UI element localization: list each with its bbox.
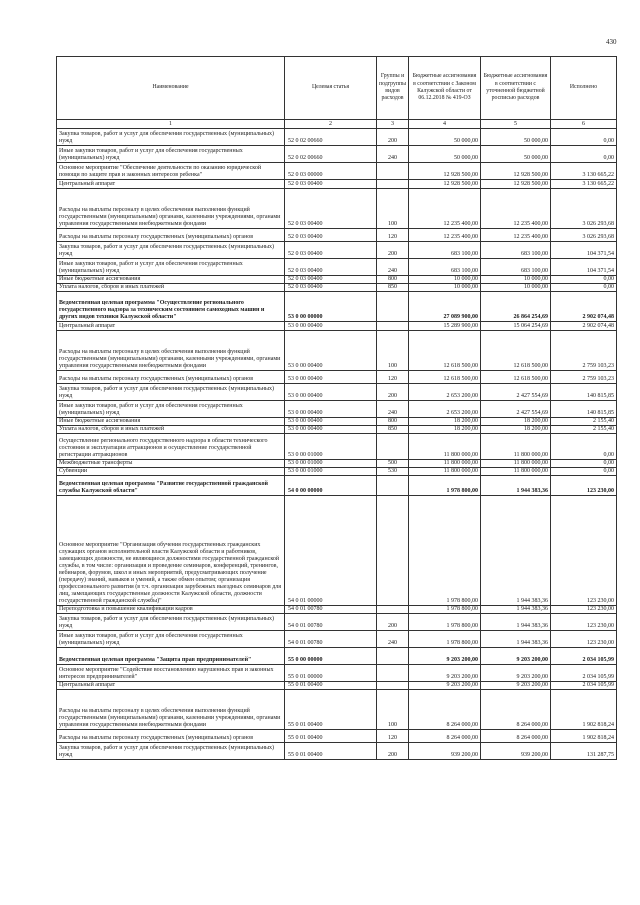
refined-allocation-cell: 8 264 000,00 [481,730,551,743]
row-name-cell: Основное мероприятие "Содействие восстановлению нарушенных прав и законных интересов предпринимателей" [57,665,285,682]
row-name-cell: Закупка товаров, работ и услуг для обеспечения государственных (муниципальных) нужд [57,614,285,631]
refined-allocation-cell: 15 064 254,69 [481,322,551,331]
expense-group-cell: 100 [377,331,409,371]
row-name-cell: Расходы на выплаты персоналу в целях обеспечения выполнения функций государственными (муниципальными) органами, казенными учреждениями, органами управления государственными внебюджетными фондами [57,331,285,371]
executed-cell: 0,00 [551,146,617,163]
table-row [57,468,617,476]
table-row [57,631,617,648]
executed-cell: 3 130 665,22 [551,180,617,189]
target-article-cell: 53 0 00 00400 [285,331,377,371]
table-row [57,690,617,730]
target-article-cell: 53 0 00 01000 [285,434,377,460]
expense-group-cell: 200 [377,743,409,760]
row-name-cell: Ведомственная целевая программа "Осуществление регионального государственного надзора за техническим состоянием самоходных машин и других видов техники Калужской области" [57,292,285,322]
column-number: 2 [285,120,377,129]
executed-cell: 0,00 [551,460,617,468]
expense-group-cell [377,163,409,180]
refined-allocation-cell: 9 203 200,00 [481,665,551,682]
header-executed: Исполнено [551,57,617,120]
law-allocation-cell: 11 800 000,00 [409,434,481,460]
target-article-cell: 52 0 03 00400 [285,242,377,259]
executed-cell: 123 230,00 [551,476,617,496]
expense-group-cell: 100 [377,690,409,730]
row-name-cell: Ведомственная целевая программа "Защита прав предпринимателей" [57,648,285,665]
executed-cell: 2 902 074,48 [551,292,617,322]
column-number: 6 [551,120,617,129]
header-row [57,57,617,120]
law-allocation-cell: 2 653 200,00 [409,401,481,418]
row-name-cell: Уплата налогов, сборов и иных платежей [57,426,285,434]
refined-allocation-cell: 1 944 383,36 [481,631,551,648]
executed-cell: 2 902 074,48 [551,322,617,331]
law-allocation-cell: 50 000,00 [409,129,481,146]
executed-cell: 123 230,00 [551,631,617,648]
table-row [57,180,617,189]
executed-cell: 2 034 105,99 [551,648,617,665]
executed-cell: 123 230,00 [551,614,617,631]
row-name-cell: Центральный аппарат [57,180,285,189]
law-allocation-cell: 18 200,00 [409,418,481,426]
table-row [57,322,617,331]
law-allocation-cell: 683 100,00 [409,242,481,259]
row-name-cell: Центральный аппарат [57,682,285,690]
executed-cell: 2 034 105,99 [551,682,617,690]
target-article-cell: 55 0 01 00000 [285,665,377,682]
table-row [57,614,617,631]
target-article-cell: 54 0 00 00000 [285,476,377,496]
executed-cell: 1 902 818,24 [551,730,617,743]
refined-allocation-cell: 10 000,00 [481,276,551,284]
target-article-cell: 52 0 03 00400 [285,189,377,229]
column-number: 5 [481,120,551,129]
law-allocation-cell: 939 200,00 [409,743,481,760]
target-article-cell: 53 0 00 00400 [285,426,377,434]
row-name-cell: Закупка товаров, работ и услуг для обеспечения государственных (муниципальных) нужд [57,743,285,760]
row-name-cell: Иные закупки товаров, работ и услуг для обеспечения государственных (муниципальных) нужд [57,401,285,418]
table-row [57,146,617,163]
expense-group-cell [377,665,409,682]
row-name-cell: Иные закупки товаров, работ и услуг для обеспечения государственных (муниципальных) нужд [57,146,285,163]
law-allocation-cell: 10 000,00 [409,276,481,284]
law-allocation-cell: 10 000,00 [409,284,481,292]
row-name-cell: Основное мероприятие "Организация обучения государственных гражданских служащих органов исполнительной власти Калужской области и работников, замещающих должности, не являющиеся должностями государственной гражданской службы, в том числе: организация и проведение семинаров, конференций, тренингов, вебинаров, форумов, школ и иных мероприятий, предусматривающих получение (передачу) знаний, навыков и умений, а также обмен опытом; организация профессионального развития (в т.ч. организация зарубежных выездных семинаров для лиц, замещающих государственные должности Калужской области, должности государственной гражданской службы)" [57,496,285,606]
expense-group-cell: 800 [377,418,409,426]
law-allocation-cell: 12 618 500,00 [409,331,481,371]
header-expense-group: Группы и подгруппы видов расходов [377,57,409,120]
law-allocation-cell: 11 800 000,00 [409,460,481,468]
column-number: 1 [57,120,285,129]
executed-cell: 131 287,75 [551,743,617,760]
row-name-cell: Расходы на выплаты персоналу в целях обеспечения выполнения функций государственными (муниципальными) органами, казенными учреждениями, органами управления государственными внебюджетными фондами [57,189,285,229]
table-row [57,496,617,606]
refined-allocation-cell: 8 264 000,00 [481,690,551,730]
expense-group-cell: 200 [377,614,409,631]
expense-group-cell: 100 [377,189,409,229]
header-target-article: Целевая статья [285,57,377,120]
refined-allocation-cell: 12 235 400,00 [481,189,551,229]
law-allocation-cell: 12 928 500,00 [409,163,481,180]
row-name-cell: Иные закупки товаров, работ и услуг для обеспечения государственных (муниципальных) нужд [57,259,285,276]
target-article-cell: 53 0 00 00000 [285,292,377,322]
table-row [57,476,617,496]
refined-allocation-cell: 50 000,00 [481,146,551,163]
table-row [57,682,617,690]
expense-group-cell: 200 [377,384,409,401]
refined-allocation-cell: 683 100,00 [481,242,551,259]
executed-cell: 0,00 [551,284,617,292]
expense-group-cell: 850 [377,284,409,292]
refined-allocation-cell: 1 944 383,36 [481,614,551,631]
table-row [57,460,617,468]
row-name-cell: Иные закупки товаров, работ и услуг для обеспечения государственных (муниципальных) нужд [57,631,285,648]
law-allocation-cell: 50 000,00 [409,146,481,163]
executed-cell: 0,00 [551,129,617,146]
target-article-cell: 54 0 01 00000 [285,496,377,606]
table-row [57,371,617,384]
refined-allocation-cell: 18 200,00 [481,418,551,426]
law-allocation-cell: 8 264 000,00 [409,730,481,743]
target-article-cell: 55 0 01 00400 [285,682,377,690]
row-name-cell: Иные бюджетные ассигнования [57,418,285,426]
table-row [57,259,617,276]
law-allocation-cell: 12 235 400,00 [409,229,481,242]
row-name-cell: Уплата налогов, сборов и иных платежей [57,284,285,292]
table-row [57,276,617,284]
row-name-cell: Расходы на выплаты персоналу государственных (муниципальных) органов [57,229,285,242]
refined-allocation-cell: 1 944 383,36 [481,496,551,606]
expense-group-cell [377,180,409,189]
law-allocation-cell: 12 618 500,00 [409,371,481,384]
table-row [57,189,617,229]
table-row [57,331,617,371]
expense-group-cell [377,476,409,496]
refined-allocation-cell: 9 203 200,00 [481,682,551,690]
law-allocation-cell: 27 089 900,00 [409,292,481,322]
row-name-cell: Закупка товаров, работ и услуг для обеспечения государственных (муниципальных) нужд [57,242,285,259]
page-number: 430 [606,38,617,46]
table-row [57,242,617,259]
refined-allocation-cell: 683 100,00 [481,259,551,276]
refined-allocation-cell: 2 427 554,69 [481,401,551,418]
target-article-cell: 52 0 03 00400 [285,259,377,276]
expense-group-cell: 800 [377,276,409,284]
refined-allocation-cell: 12 235 400,00 [481,229,551,242]
refined-allocation-cell: 9 203 200,00 [481,648,551,665]
table-row [57,129,617,146]
table-row [57,401,617,418]
refined-allocation-cell: 10 000,00 [481,284,551,292]
target-article-cell: 53 0 00 00400 [285,384,377,401]
refined-allocation-cell: 939 200,00 [481,743,551,760]
column-number: 3 [377,120,409,129]
target-article-cell: 52 0 03 00400 [285,180,377,189]
target-article-cell: 52 0 02 00660 [285,129,377,146]
target-article-cell: 52 0 03 00400 [285,284,377,292]
target-article-cell: 53 0 00 00400 [285,401,377,418]
law-allocation-cell: 683 100,00 [409,259,481,276]
table-row [57,730,617,743]
executed-cell: 140 815,85 [551,401,617,418]
row-name-cell: Расходы на выплаты персоналу государственных (муниципальных) органов [57,371,285,384]
refined-allocation-cell: 11 800 000,00 [481,460,551,468]
row-name-cell: Межбюджетные трансферты [57,460,285,468]
table-row [57,229,617,242]
expense-group-cell [377,682,409,690]
expense-group-cell: 240 [377,146,409,163]
row-name-cell: Расходы на выплаты персоналу в целях обеспечения выполнения функций государственными (муниципальными) органами, казенными учреждениями, органами управления государственными внебюджетными фондами [57,690,285,730]
row-name-cell: Иные бюджетные ассигнования [57,276,285,284]
executed-cell: 3 026 293,68 [551,229,617,242]
row-name-cell: Основное мероприятие "Обеспечение деятельности по оказанию юридической помощи по защите прав и законных интересов ребенка" [57,163,285,180]
target-article-cell: 53 0 00 01000 [285,460,377,468]
law-allocation-cell: 1 978 800,00 [409,606,481,614]
expense-group-cell [377,292,409,322]
row-name-cell: Расходы на выплаты персоналу государственных (муниципальных) органов [57,730,285,743]
expense-group-cell: 120 [377,371,409,384]
target-article-cell: 53 0 00 00400 [285,322,377,331]
row-name-cell: Закупка товаров, работ и услуг для обеспечения государственных (муниципальных) нужд [57,129,285,146]
row-name-cell: Переподготовка и повышение квалификации кадров [57,606,285,614]
law-allocation-cell: 1 978 800,00 [409,631,481,648]
row-name-cell: Закупка товаров, работ и услуг для обеспечения государственных (муниципальных) нужд [57,384,285,401]
refined-allocation-cell: 50 000,00 [481,129,551,146]
row-name-cell: Субвенции [57,468,285,476]
executed-cell: 2 034 105,99 [551,665,617,682]
table-row [57,665,617,682]
refined-allocation-cell: 18 200,00 [481,426,551,434]
expense-group-cell: 530 [377,468,409,476]
refined-allocation-cell: 11 800 000,00 [481,468,551,476]
law-allocation-cell: 12 928 500,00 [409,180,481,189]
column-number: 4 [409,120,481,129]
target-article-cell: 53 0 00 00400 [285,418,377,426]
executed-cell: 3 026 293,68 [551,189,617,229]
executed-cell: 2 155,40 [551,426,617,434]
table-row [57,163,617,180]
refined-allocation-cell: 11 800 000,00 [481,434,551,460]
row-name-cell: Осуществление регионального государственного надзора в области технического состояния и эксплуатации аттракционов и осуществление государственной регистрации аттракционов [57,434,285,460]
table-row [57,648,617,665]
executed-cell: 0,00 [551,434,617,460]
refined-allocation-cell: 1 944 383,36 [481,476,551,496]
executed-cell: 104 371,54 [551,242,617,259]
target-article-cell: 54 0 01 00780 [285,606,377,614]
table-row [57,284,617,292]
law-allocation-cell: 9 203 200,00 [409,665,481,682]
expense-group-cell: 120 [377,229,409,242]
executed-cell: 2 155,40 [551,418,617,426]
expense-group-cell: 200 [377,129,409,146]
refined-allocation-cell: 12 928 500,00 [481,163,551,180]
target-article-cell: 54 0 01 00780 [285,631,377,648]
table-row [57,426,617,434]
refined-allocation-cell: 12 928 500,00 [481,180,551,189]
executed-cell: 2 759 103,23 [551,331,617,371]
law-allocation-cell: 18 200,00 [409,426,481,434]
column-number-row [57,120,617,129]
expense-group-cell [377,606,409,614]
expense-group-cell: 240 [377,631,409,648]
executed-cell: 123 230,00 [551,496,617,606]
table-row [57,418,617,426]
law-allocation-cell: 8 264 000,00 [409,690,481,730]
expense-group-cell [377,434,409,460]
executed-cell: 3 130 665,22 [551,163,617,180]
executed-cell: 2 759 103,23 [551,371,617,384]
table-row [57,292,617,322]
refined-allocation-cell: 2 427 554,69 [481,384,551,401]
row-name-cell: Центральный аппарат [57,322,285,331]
expense-group-cell: 850 [377,426,409,434]
target-article-cell: 52 0 03 00400 [285,229,377,242]
law-allocation-cell: 1 978 800,00 [409,496,481,606]
table-row [57,434,617,460]
law-allocation-cell: 11 800 000,00 [409,468,481,476]
row-name-cell: Ведомственная целевая программа "Развитие государственной гражданской службы Калужской области" [57,476,285,496]
law-allocation-cell: 9 203 200,00 [409,682,481,690]
expense-group-cell: 240 [377,401,409,418]
expense-group-cell: 200 [377,242,409,259]
expense-group-cell: 240 [377,259,409,276]
target-article-cell: 55 0 01 00400 [285,743,377,760]
law-allocation-cell: 9 203 200,00 [409,648,481,665]
table-row [57,743,617,760]
table-row [57,384,617,401]
expense-group-cell: 500 [377,460,409,468]
expense-group-cell [377,496,409,606]
target-article-cell: 52 0 03 00000 [285,163,377,180]
target-article-cell: 52 0 02 00660 [285,146,377,163]
target-article-cell: 55 0 01 00400 [285,690,377,730]
law-allocation-cell: 1 978 800,00 [409,614,481,631]
target-article-cell: 55 0 01 00400 [285,730,377,743]
target-article-cell: 53 0 00 01000 [285,468,377,476]
expense-group-cell [377,322,409,331]
law-allocation-cell: 15 289 900,00 [409,322,481,331]
header-refined-allocations: Бюджетные ассигнования в соответствии с уточненной бюджетной росписью расходов [481,57,551,120]
executed-cell: 0,00 [551,276,617,284]
law-allocation-cell: 12 235 400,00 [409,189,481,229]
executed-cell: 123 230,00 [551,606,617,614]
header-law-allocations: Бюджетные ассигнования в соответствии с Законом Калужской области от 06.12.2018 № 419-ОЗ [409,57,481,120]
executed-cell: 104 371,54 [551,259,617,276]
executed-cell: 1 902 818,24 [551,690,617,730]
executed-cell: 140 815,85 [551,384,617,401]
table-row [57,606,617,614]
expense-group-cell [377,648,409,665]
target-article-cell: 52 0 03 00400 [285,276,377,284]
target-article-cell: 55 0 00 00000 [285,648,377,665]
executed-cell: 0,00 [551,468,617,476]
target-article-cell: 53 0 00 00400 [285,371,377,384]
refined-allocation-cell: 1 944 383,36 [481,606,551,614]
target-article-cell: 54 0 01 00780 [285,614,377,631]
law-allocation-cell: 2 653 200,00 [409,384,481,401]
header-name: Наименование [57,57,285,120]
expense-group-cell: 120 [377,730,409,743]
refined-allocation-cell: 26 864 254,69 [481,292,551,322]
refined-allocation-cell: 12 618 500,00 [481,371,551,384]
budget-table [56,56,617,760]
law-allocation-cell: 1 978 800,00 [409,476,481,496]
refined-allocation-cell: 12 618 500,00 [481,331,551,371]
